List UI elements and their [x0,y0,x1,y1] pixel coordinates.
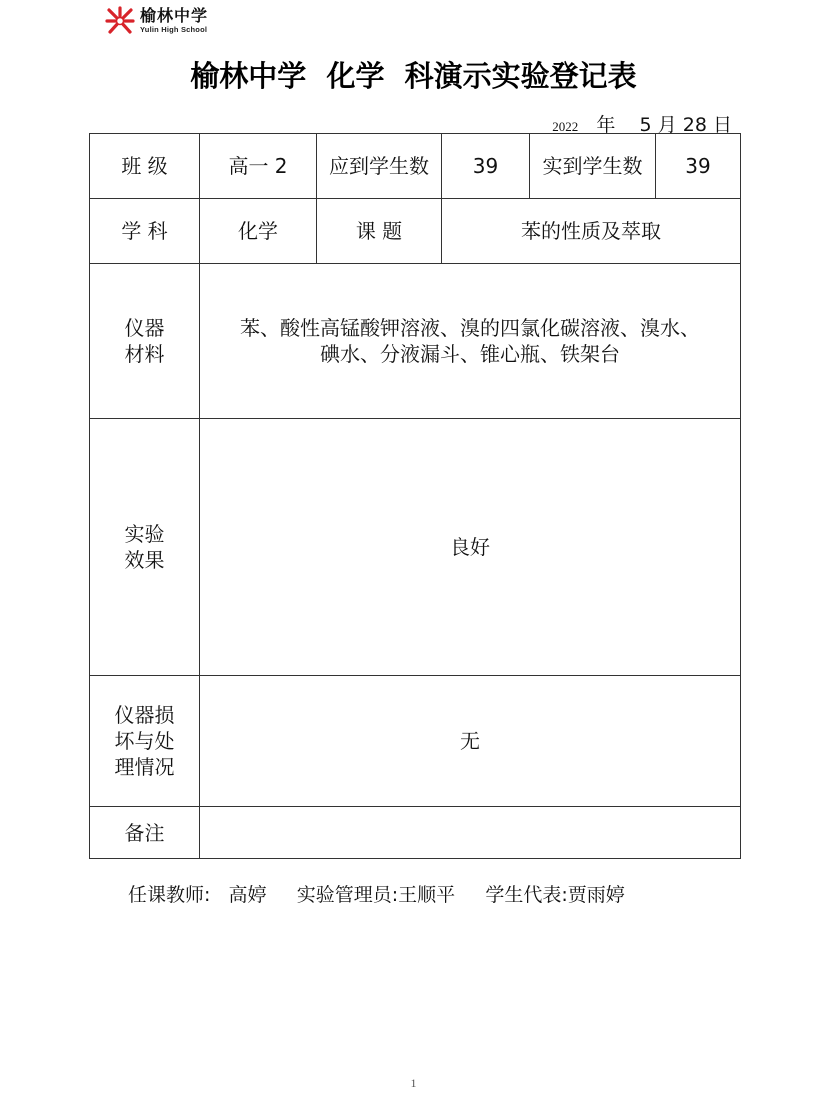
topic-label: 课 题 [317,199,442,264]
signatures-line [128,880,625,907]
date-month-unit: 月 [657,114,677,136]
expected-students-label: 应到学生数 [317,134,442,199]
school-logo [104,6,208,36]
student-representative-name: 贾雨婷 [567,884,625,906]
class-value: 高一 2 [200,134,317,199]
actual-students-label: 实到学生数 [530,134,656,199]
damage-value: 无 [200,676,741,807]
date-year: 2022 [552,119,579,134]
teacher-label: 任课教师: [128,884,211,906]
school-emblem-icon [104,6,136,36]
expected-students-value: 39 [442,134,530,199]
table-row [90,199,741,264]
date-day: 28 [682,114,707,136]
subject-label: 学 科 [90,199,200,264]
topic-value: 苯的性质及萃取 [442,199,741,264]
teacher-name: 高婷 [228,884,267,906]
remarks-label: 备注 [90,807,200,859]
table-row [90,419,741,676]
manager-name: 王顺平 [398,884,456,906]
student-representative-label: 学生代表: [485,884,568,906]
materials-label: 仪器 材料 [90,264,200,419]
effect-label: 实验 效果 [90,419,200,676]
date-day-unit: 日 [712,114,732,136]
page-number: 1 [410,1076,417,1090]
table-row [90,676,741,807]
damage-label: 仪器损 坏与处 理情况 [90,676,200,807]
logo-english-name: Yulin High School [140,25,208,35]
table-row [90,134,741,199]
class-label: 班 级 [90,134,200,199]
date-year-unit: 年 [596,114,616,136]
logo-chinese-name: 榆林中学 [140,6,209,26]
table-row [90,807,741,859]
materials-value: 苯、酸性高锰酸钾溶液、溴的四氯化碳溶液、溴水、 碘水、分液漏斗、锥心瓶、铁架台 [200,264,741,419]
manager-label: 实验管理员: [296,884,399,906]
remarks-value [200,807,741,859]
effect-value: 良好 [200,419,741,676]
page-title: 榆林中学 化学 科演示实验登记表 [190,59,637,93]
subject-value: 化学 [200,199,317,264]
table-row [90,264,741,419]
experiment-registration-table [89,133,741,859]
actual-students-value: 39 [656,134,741,199]
date-month: 5 [639,114,652,136]
